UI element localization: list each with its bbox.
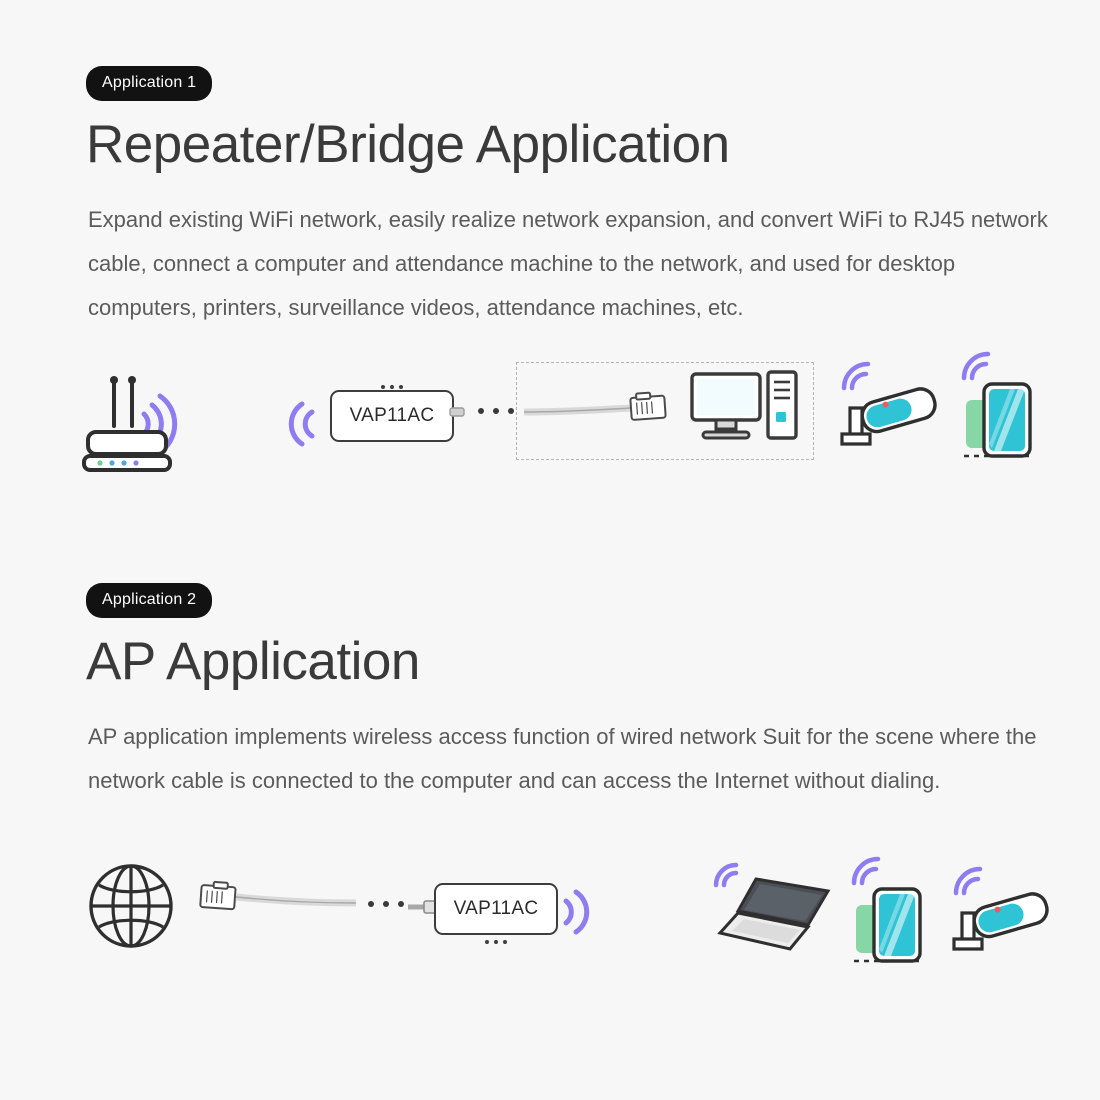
laptop-icon [716,863,844,963]
ethernet-cable-icon [524,392,684,432]
vap11ac-device [330,384,454,442]
application-1-title: Repeater/Bridge Application [86,115,730,174]
vap11ac-device [434,883,558,945]
application-2-section [0,519,1100,1031]
application-2-description-text: AP application implements wireless access function of wired network Suit for the scene where the network cable is connected to the computer and can access the Internet without dialing. [88,724,1037,794]
security-camera-icon [948,861,1060,965]
application-1-section [0,0,1100,526]
application-2-diagram [0,861,1100,1031]
vap11ac-led-dots [434,939,558,945]
application-1-diagram [0,356,1100,526]
connection-ellipsis [368,901,404,907]
vap11ac-label: VAP11AC [330,390,454,442]
globe-internet-icon [88,863,174,949]
desktop-computer-icon [692,370,802,452]
wifi-signal-icon [558,883,604,939]
vap11ac-port [450,404,466,420]
application-1-badge: Application 1 [86,66,212,101]
smartphone-icon [848,861,940,965]
vap11ac-label: VAP11AC [434,883,558,935]
connection-ellipsis [478,408,514,414]
application-2-badge: Application 2 [86,583,212,618]
wifi-signal-icon [290,396,324,452]
security-camera-icon [836,356,948,460]
smartphone-icon [958,356,1050,460]
application-1-description [88,198,1068,330]
ethernet-cable-icon [196,879,366,923]
application-2-description [88,715,1068,803]
application-1-description-text: Expand existing WiFi network, easily realize network expansion, and convert WiFi to RJ45 network cable, connect a computer and attendance machine to the network, and used for desktop computers, printers, surveillance videos, attendance machines, etc. [88,207,1048,321]
wifi-router-icon [88,374,198,474]
application-2-title: AP Application [86,632,420,691]
